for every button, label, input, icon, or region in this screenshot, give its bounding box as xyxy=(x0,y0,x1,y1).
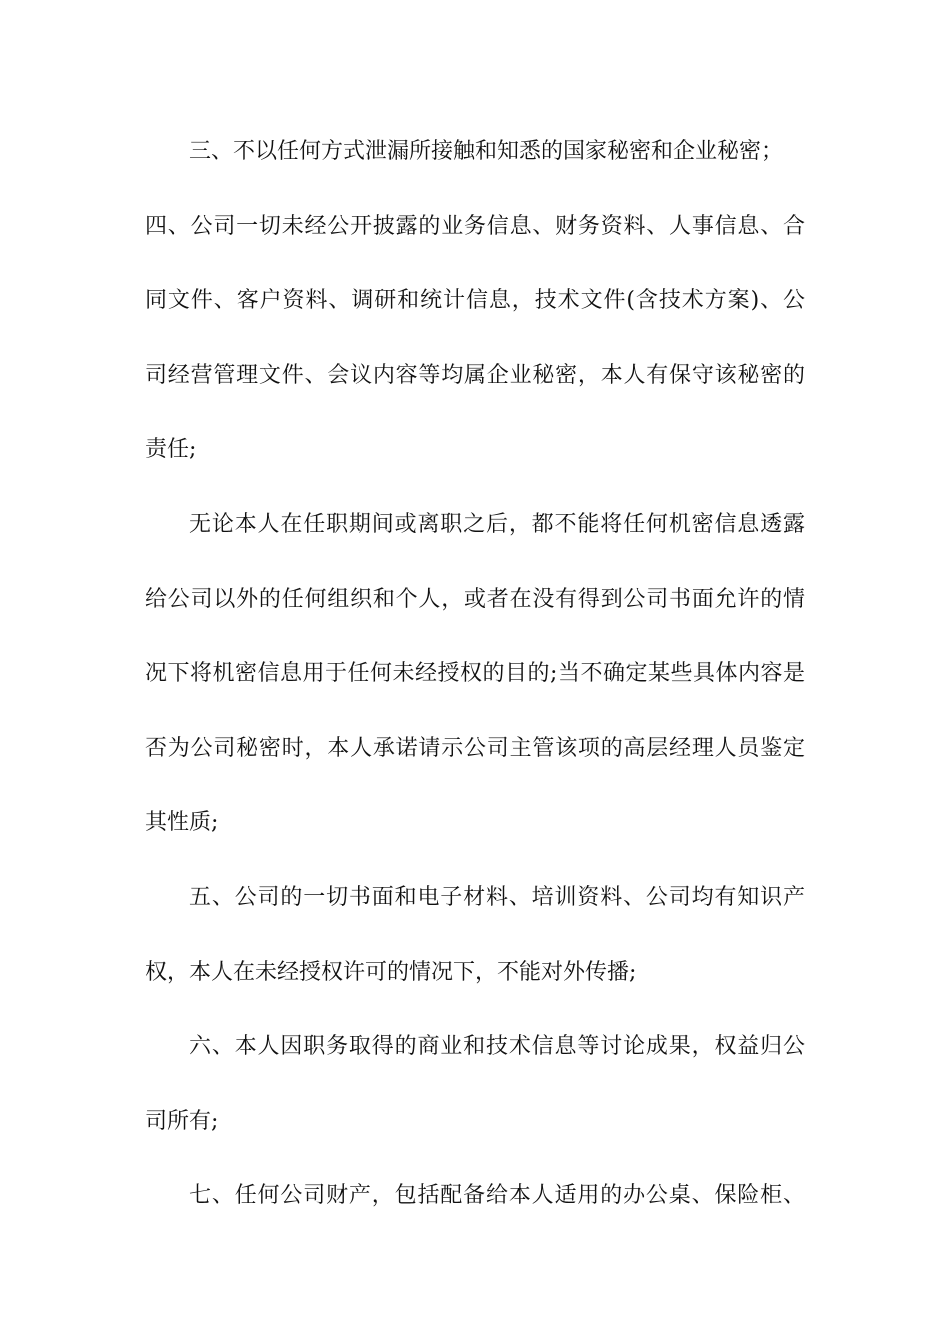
text-line: 司所有; xyxy=(145,1108,219,1134)
paragraph-item-7 xyxy=(145,1159,805,1234)
paragraph-item-3 xyxy=(145,115,805,190)
document-body xyxy=(145,115,805,1234)
paragraph-confidentiality xyxy=(145,488,805,861)
text-line: 三、不以任何方式泄漏所接触和知悉的国家秘密和企业秘密； xyxy=(189,139,784,164)
text-line: 其性质; xyxy=(145,810,219,836)
paragraph-item-5 xyxy=(145,861,805,1010)
text-line: 同文件、客户资料、调研和统计信息，技术文件(含技术方案)、公 xyxy=(145,288,805,314)
text-line: 五、公司的一切书面和电子材料、培训资料、公司均有知识产 xyxy=(189,884,805,910)
text-line: 六、本人因职务取得的商业和技术信息等讨论成果，权益归公 xyxy=(189,1034,805,1060)
text-line: 况下将机密信息用于任何未经授权的目的;当不确定某些具体内容是 xyxy=(145,661,805,687)
text-line: 四、公司一切未经公开披露的业务信息、财务资料、人事信息、合 xyxy=(145,213,805,239)
text-line: 否为公司秘密时，本人承诺请示公司主管该项的高层经理人员鉴定 xyxy=(145,735,805,761)
paragraph-item-4 xyxy=(145,190,805,488)
text-line: 权，本人在未经授权许可的情况下，不能对外传播; xyxy=(145,959,637,985)
paragraph-item-6 xyxy=(145,1010,805,1159)
text-line: 司经营管理文件、会议内容等均属企业秘密，本人有保守该秘密的 xyxy=(145,362,805,388)
text-line: 责任; xyxy=(145,437,197,463)
text-line: 无论本人在任职期间或离职之后，都不能将任何机密信息透露 xyxy=(189,511,805,537)
text-line: 给公司以外的任何组织和个人，或者在没有得到公司书面允许的情 xyxy=(145,586,805,612)
text-line: 七、任何公司财产，包括配备给本人适用的办公桌、保险柜、 xyxy=(189,1183,805,1209)
